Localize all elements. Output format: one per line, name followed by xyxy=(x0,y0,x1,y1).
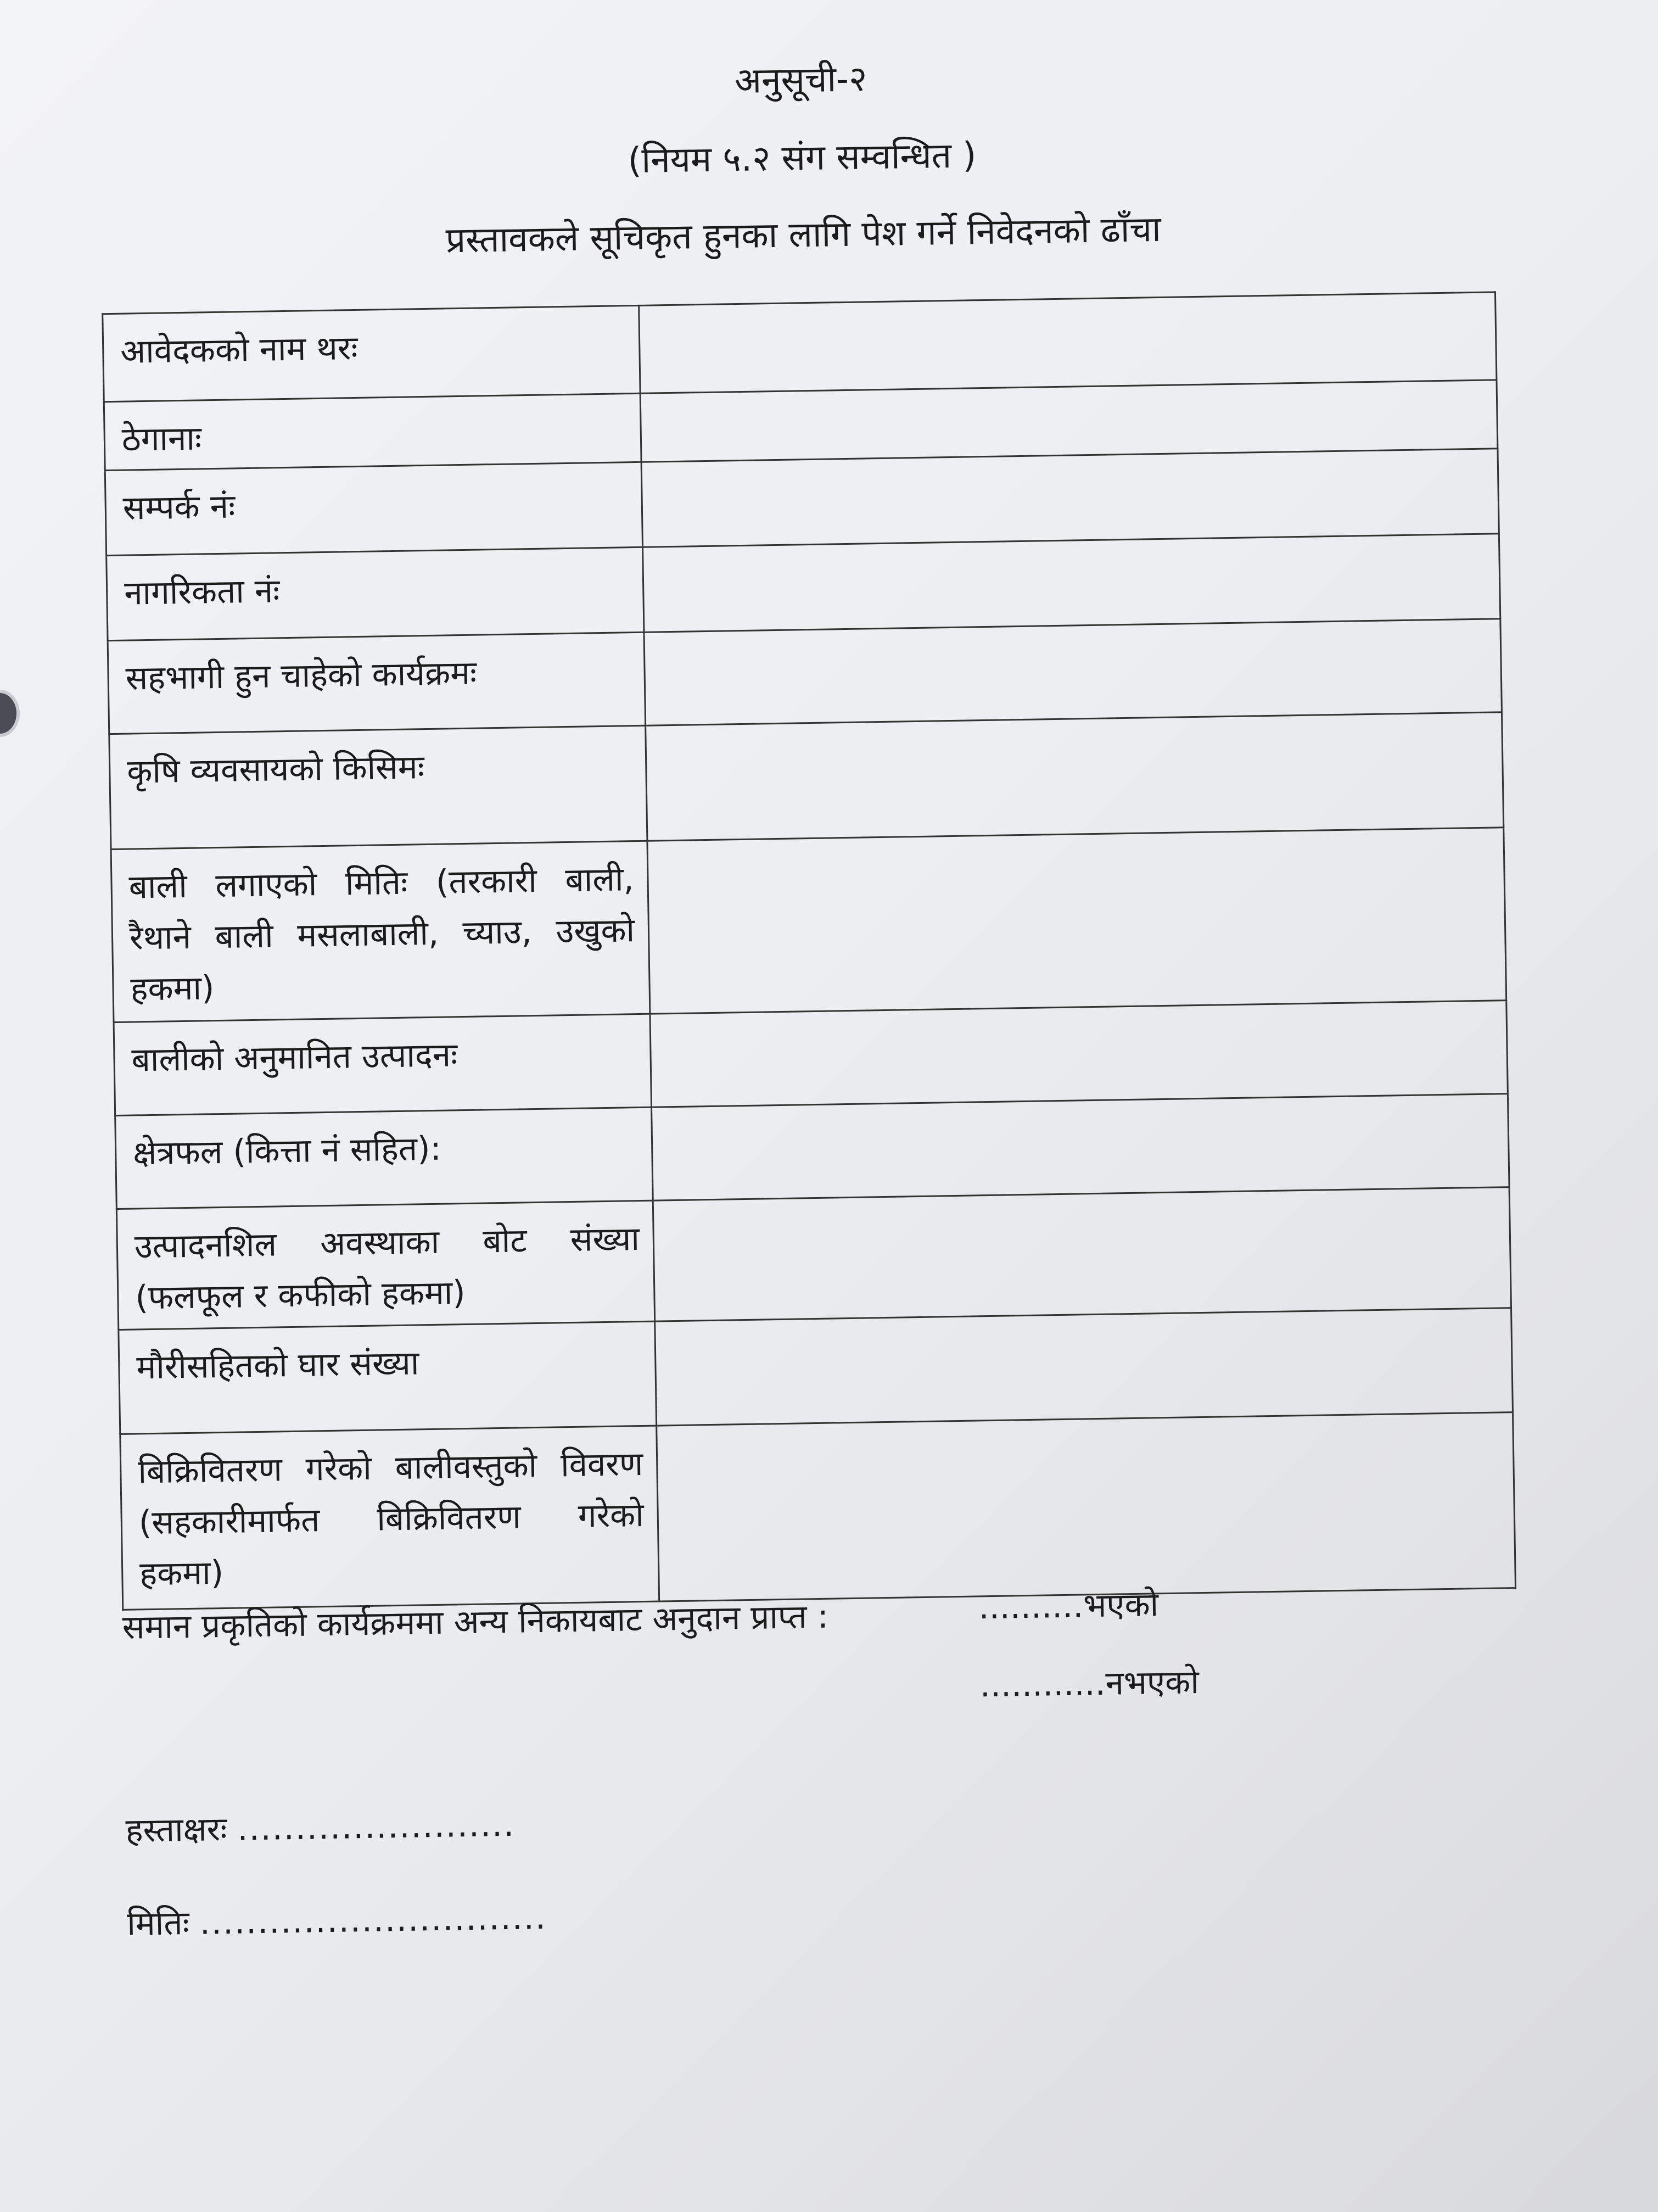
application-form xyxy=(97,0,1533,1988)
field-value-productive-plants[interactable] xyxy=(653,1187,1511,1321)
signature-label: हस्ताक्षरः xyxy=(125,1809,227,1850)
grant-option-not-received[interactable]: ............नभएको xyxy=(979,1663,1200,1705)
date-blank[interactable]: .............................. xyxy=(199,1898,547,1942)
field-label-applicant-name: आवेदकको नाम थरः xyxy=(103,305,640,401)
signature-line xyxy=(125,1801,516,1852)
field-value-planting-date[interactable] xyxy=(647,828,1506,1014)
field-value-program[interactable] xyxy=(644,619,1502,725)
field-label-area: क्षेत्रफल (कित्ता नं सहित): xyxy=(115,1107,653,1209)
schedule-heading: अनुसूची-२ xyxy=(734,59,867,102)
field-label-sales-details: बिक्रिवितरण गरेको बालीवस्तुको विवरण (सहकारीमार्फत बिक्रिवितरण गरेको हकमा) xyxy=(120,1426,659,1610)
table-row xyxy=(120,1412,1516,1610)
field-label-address: ठेगानाः xyxy=(104,393,641,470)
table-row xyxy=(109,712,1504,850)
date-line xyxy=(127,1893,547,1945)
field-label-beehive-count: मौरीसहितको घार संख्या xyxy=(119,1321,657,1434)
rule-reference: (नियम ५.२ संग सम्वन्धित ) xyxy=(628,135,977,182)
field-value-contact-number[interactable] xyxy=(641,449,1499,547)
field-label-productive-plants: उत्पादनशिल अवस्थाका बोट संख्या (फलफूल र कफीको हकमा) xyxy=(116,1200,654,1330)
signature-blank[interactable]: ........................ xyxy=(237,1805,516,1848)
table-row xyxy=(116,1187,1511,1330)
date-label: मितिः xyxy=(126,1904,190,1943)
grant-option-received[interactable]: ..........भएको xyxy=(978,1585,1159,1627)
field-value-citizenship-number[interactable] xyxy=(643,534,1500,632)
field-value-sales-details[interactable] xyxy=(657,1412,1516,1601)
field-value-applicant-name[interactable] xyxy=(639,292,1497,393)
field-label-estimated-production: बालीको अनुमानित उत्पादनः xyxy=(114,1014,652,1115)
grant-question: समान प्रकृतिको कार्यक्रममा अन्य निकायबाट अनुदान प्राप्त : xyxy=(122,1597,829,1647)
field-value-farm-business-type[interactable] xyxy=(646,712,1504,841)
field-value-address[interactable] xyxy=(640,380,1498,462)
table-row xyxy=(111,828,1506,1023)
field-label-planting-date: बाली लगाएको मितिः (तरकारी बाली, रैथाने बाली मसलाबाली, च्याउ, उखुको हकमा) xyxy=(111,841,650,1022)
field-value-area[interactable] xyxy=(652,1094,1509,1200)
field-value-estimated-production[interactable] xyxy=(650,1001,1508,1107)
field-value-beehive-count[interactable] xyxy=(655,1308,1513,1426)
field-label-program: सहभागी हुन चाहेको कार्यक्रमः xyxy=(108,632,646,734)
field-label-citizenship-number: नागरिकता नंः xyxy=(107,547,644,640)
field-label-contact-number: सम्पर्क नंः xyxy=(105,462,642,555)
form-title: प्रस्तावकले सूचिकृत हुनका लागि पेश गर्ने निवेदनको ढाँचा xyxy=(445,209,1162,261)
field-label-farm-business-type: कृषि व्यवसायको किसिमः xyxy=(109,725,647,849)
application-table xyxy=(102,291,1516,1611)
